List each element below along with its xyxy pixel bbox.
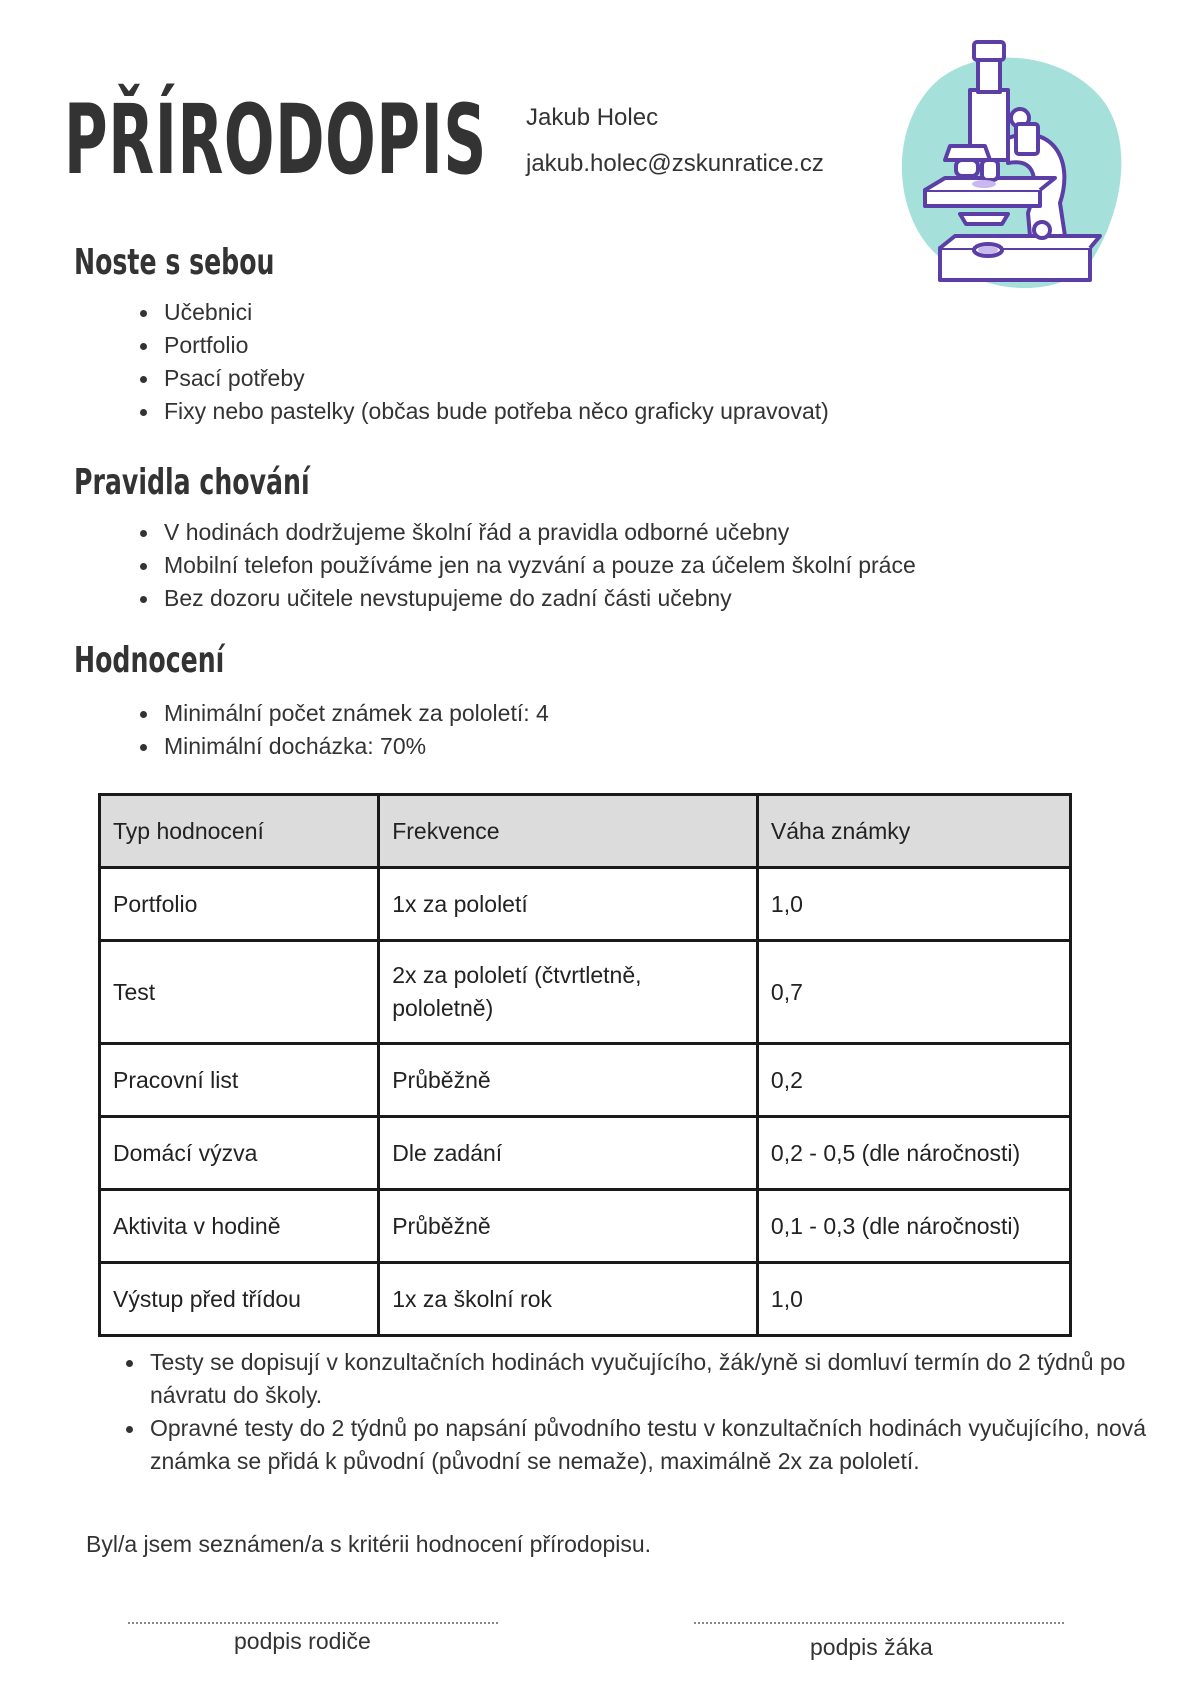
list-item: Portfolio — [126, 329, 829, 362]
student-signature-label: podpis žáka — [810, 1634, 933, 1660]
notes-list — [112, 1346, 1162, 1478]
list-item: Mobilní telefon používáme jen na vyzvání a pouze za účelem školní práce — [126, 549, 916, 582]
list-item: Testy se dopisují v konzultačních hodinách vyučujícího, žák/yně si domluví termín do 2 týdnů po návratu do školy. — [112, 1346, 1162, 1412]
rules-list — [126, 516, 916, 615]
student-signature-line — [694, 1622, 1064, 1624]
table-header-cell: Váha známky — [757, 795, 1070, 868]
parent-signature-label: podpis rodiče — [234, 1628, 371, 1654]
list-item: Psací potřeby — [126, 362, 829, 395]
parent-signature-line — [128, 1622, 498, 1624]
table-cell: 0,2 - 0,5 (dle náročnosti) — [757, 1117, 1070, 1190]
table-cell: 1x za pololetí — [379, 868, 758, 941]
table-row — [100, 1117, 1071, 1190]
table-cell: 2x za pololetí (čtvrtletně, pololetně) — [379, 941, 758, 1044]
page-title: PŘÍRODOPIS — [64, 84, 487, 196]
table-cell: 0,7 — [757, 941, 1070, 1044]
list-item: Minimální počet známek za pololetí: 4 — [126, 697, 549, 730]
microscope-icon — [890, 18, 1130, 308]
teacher-email: jakub.holec@zskunratice.cz — [526, 150, 824, 177]
table-cell: 1x za školní rok — [379, 1263, 758, 1336]
list-item: Učebnici — [126, 296, 829, 329]
table-cell: 1,0 — [757, 868, 1070, 941]
table-row — [100, 868, 1071, 941]
section-heading-grading: Hodnocení — [74, 640, 225, 681]
acknowledgement-text: Byl/a jsem seznámen/a s kritérii hodnocení přírodopisu. — [86, 1531, 652, 1557]
list-item: Bez dozoru učitele nevstupujeme do zadní části učebny — [126, 582, 916, 615]
table-cell: 1,0 — [757, 1263, 1070, 1336]
table-cell: Výstup před třídou — [100, 1263, 379, 1336]
table-cell: Aktivita v hodině — [100, 1190, 379, 1263]
table-row — [100, 941, 1071, 1044]
teacher-name: Jakub Holec — [526, 104, 659, 131]
table-cell: Průběžně — [379, 1044, 758, 1117]
table-row — [100, 1044, 1071, 1117]
section-heading-rules: Pravidla chování — [74, 462, 310, 503]
table-cell: 0,2 — [757, 1044, 1070, 1117]
table-cell: Test — [100, 941, 379, 1044]
table-cell: Pracovní list — [100, 1044, 379, 1117]
table-cell: Domácí výzva — [100, 1117, 379, 1190]
table-cell: 0,1 - 0,3 (dle náročnosti) — [757, 1190, 1070, 1263]
list-item: V hodinách dodržujeme školní řád a pravidla odborné učebny — [126, 516, 916, 549]
section-heading-bring: Noste s sebou — [74, 242, 275, 283]
table-cell: Průběžně — [379, 1190, 758, 1263]
list-item: Minimální docházka: 70% — [126, 730, 549, 763]
list-item: Opravné testy do 2 týdnů po napsání původního testu v konzultačních hodinách vyučujícího, nová známka se přidá k původní (původní se nemaže), maximálně 2x za pololetí. — [112, 1412, 1162, 1478]
grading-list — [126, 697, 549, 763]
bring-list — [126, 296, 829, 428]
list-item: Fixy nebo pastelky (občas bude potřeba něco graficky upravovat) — [126, 395, 829, 428]
grading-table — [98, 793, 1072, 1337]
table-row — [100, 1263, 1071, 1336]
table-cell: Portfolio — [100, 868, 379, 941]
table-header-row — [100, 795, 1071, 868]
table-header-cell: Frekvence — [379, 795, 758, 868]
table-cell: Dle zadání — [379, 1117, 758, 1190]
table-header-cell: Typ hodnocení — [100, 795, 379, 868]
table-row — [100, 1190, 1071, 1263]
